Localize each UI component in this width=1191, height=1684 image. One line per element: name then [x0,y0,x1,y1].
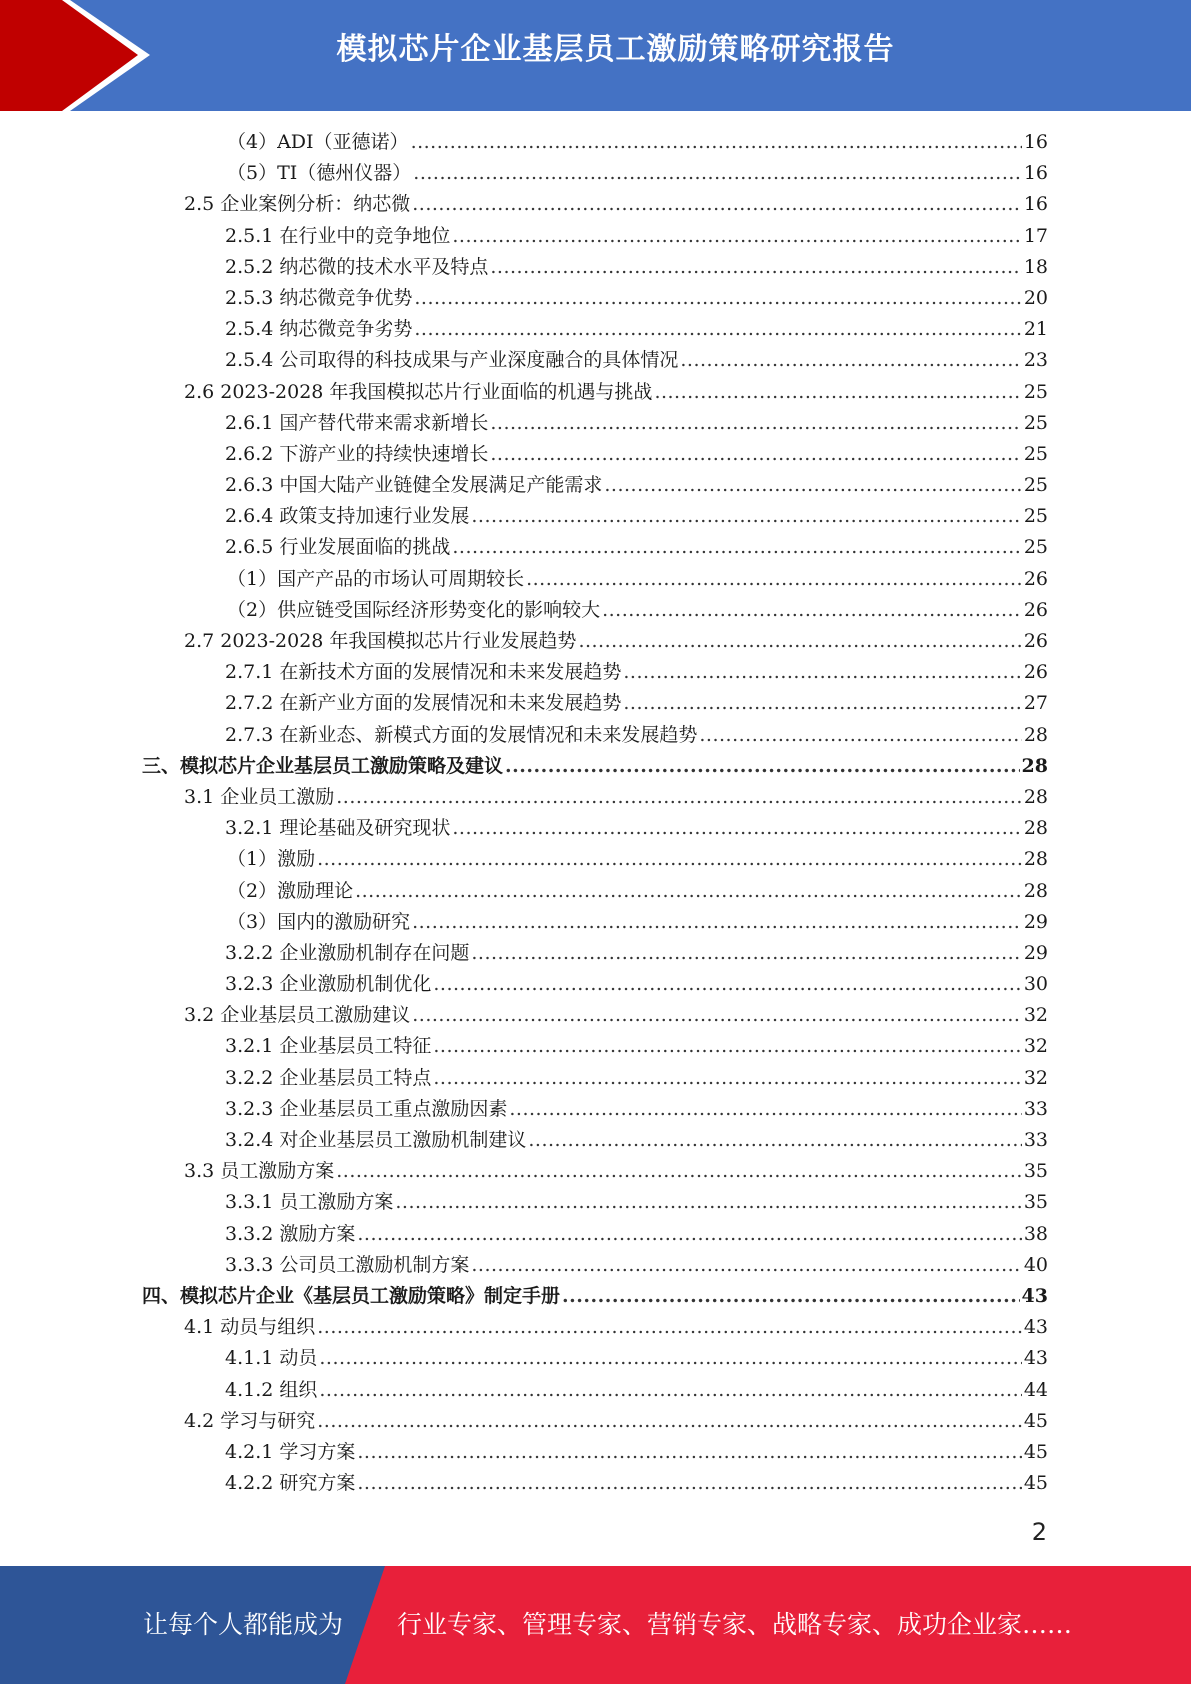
toc-entry-title: 2.5 企业案例分析：纳芯微 [184,193,411,216]
toc-dot-leader [412,1000,1022,1031]
toc-entry-page: 28 [1021,754,1048,777]
toc-dot-leader [336,1156,1022,1187]
toc-entry[interactable] [0,1187,1191,1218]
toc-entry[interactable] [0,283,1191,314]
toc-entry-page: 26 [1023,567,1048,590]
toc-entry[interactable] [0,1031,1191,1062]
toc-entry-title: 3.2.1 企业基层员工特征 [225,1035,432,1058]
toc-entry-page: 26 [1023,630,1048,652]
toc-entry-title: 2.6.1 国产替代带来需求新增长 [225,411,489,434]
toc-entry[interactable] [0,564,1191,595]
toc-entry[interactable] [0,688,1191,719]
toc-entry-page: 16 [1023,131,1048,153]
toc-entry[interactable] [0,439,1191,470]
toc-entry-title: 3.3.2 激励方案 [225,1222,356,1245]
toc-dot-leader [357,1437,1021,1468]
toc-entry-page: 40 [1023,1253,1048,1276]
toc-entry-page: 25 [1023,474,1048,497]
header-banner [0,0,1191,111]
toc-dot-leader [357,1468,1021,1499]
toc-entry-page: 28 [1023,848,1048,871]
toc-entry-title: 3.2.4 对企业基层员工激励机制建议 [225,1129,527,1151]
toc-entry[interactable] [0,1156,1191,1187]
toc-entry-title: 3.3.3 公司员工激励机制方案 [225,1253,470,1276]
toc-entry-page: 29 [1023,941,1048,964]
toc-dot-leader [357,1219,1021,1250]
toc-entry[interactable] [0,813,1191,844]
toc-dot-leader [490,439,1021,470]
toc-entry[interactable] [0,408,1191,439]
toc-entry-title: 3.3.1 员工激励方案 [225,1191,394,1214]
toc-dot-leader [433,1063,1021,1094]
toc-dot-leader [433,969,1021,1000]
toc-entry-title: 2.6.5 行业发展面临的挑战 [225,536,451,559]
toc-entry-title: 2.7.1 在新技术方面的发展情况和未来发展趋势 [225,661,622,684]
toc-entry[interactable] [0,1375,1191,1406]
toc-entry[interactable] [0,1343,1191,1374]
toc-entry[interactable] [0,626,1191,657]
toc-entry[interactable] [0,782,1191,813]
toc-dot-leader [654,377,1021,408]
toc-dot-leader [414,314,1021,345]
toc-entry[interactable] [0,127,1191,158]
toc-dot-leader [505,751,1020,782]
toc-entry-page: 35 [1023,1191,1048,1214]
toc-dot-leader [355,876,1022,907]
toc-entry-page: 26 [1023,661,1048,684]
toc-dot-leader [471,501,1021,532]
toc-entry-title: 2.5.3 纳芯微竞争优势 [225,286,413,309]
toc-entry[interactable] [0,1000,1191,1031]
toc-entry-title: 4.2.2 研究方案 [225,1472,356,1495]
toc-entry-title: 2.5.4 纳芯微竞争劣势 [225,318,413,341]
toc-entry-title: 4.1.1 动员 [225,1347,318,1370]
toc-dot-leader [452,813,1021,844]
toc-entry-page: 25 [1023,380,1048,403]
toc-entry-title: 2.6.4 政策支持加速行业发展 [225,505,470,528]
toc-entry-title: （4）ADI（亚德诺） [227,131,409,153]
toc-entry-title: （1）国产产品的市场认可周期较长 [227,567,525,590]
toc-dot-leader [452,221,1021,252]
toc-entry-page: 27 [1023,692,1048,715]
toc-entry[interactable] [0,252,1191,283]
toc-dot-leader [452,532,1021,563]
toc-entry-title: 3.3 员工激励方案 [184,1160,335,1183]
toc-entry-page: 33 [1023,1129,1048,1151]
toc-entry[interactable] [0,1094,1191,1125]
toc-entry-title: 4.2.1 学习方案 [225,1440,356,1463]
toc-entry[interactable] [0,1219,1191,1250]
toc-entry[interactable] [0,1250,1191,1281]
toc-entry-page: 18 [1023,255,1048,278]
toc-entry[interactable] [0,844,1191,875]
toc-entry-title: 4.1 动员与组织 [184,1316,316,1339]
toc-entry-title: 3.2.2 企业激励机制存在问题 [225,941,470,964]
toc-entry-title: （2）激励理论 [227,879,354,902]
toc-dot-leader [471,938,1021,969]
toc-dot-leader [562,1281,1020,1312]
toc-entry-title: 3.2.3 企业基层员工重点激励因素 [225,1097,508,1120]
toc-entry-page: 45 [1023,1409,1048,1432]
toc-entry[interactable] [0,345,1191,376]
toc-entry[interactable] [0,595,1191,626]
toc-entry[interactable] [0,1281,1191,1312]
toc-dot-leader [526,564,1022,595]
toc-entry-page: 38 [1023,1222,1048,1245]
toc-entry[interactable] [0,470,1191,501]
toc-entry-title: 2.5.2 纳芯微的技术水平及特点 [225,255,489,278]
toc-entry-page: 45 [1023,1472,1048,1495]
page-number: 2 [1031,1518,1047,1546]
toc-dot-leader [490,408,1021,439]
toc-entry-page: 32 [1023,1004,1048,1027]
toc-entry[interactable] [0,1437,1191,1468]
toc-dot-leader [319,1343,1021,1374]
toc-entry-page: 26 [1023,598,1048,621]
toc-entry-title: 3.2.1 理论基础及研究现状 [225,817,451,840]
toc-dot-leader [578,626,1021,657]
toc-entry-title: 2.7 2023-2028 年我国模拟芯片行业发展趋势 [184,630,577,652]
toc-dot-leader [317,1312,1022,1343]
toc-entry-title: 2.7.2 在新产业方面的发展情况和未来发展趋势 [225,692,622,715]
toc-entry-page: 43 [1023,1316,1048,1339]
toc-entry[interactable] [0,969,1191,1000]
toc-entry-page: 28 [1023,879,1048,902]
toc-entry-title: 2.5.1 在行业中的竞争地位 [225,224,451,247]
toc-entry-page: 45 [1023,1440,1048,1463]
toc-entry-page: 43 [1021,1284,1048,1307]
toc-entry[interactable] [0,1312,1191,1343]
toc-entry-page: 23 [1023,349,1048,372]
toc-entry-page: 25 [1023,536,1048,559]
toc-entry-page: 20 [1023,286,1048,309]
toc-dot-leader [528,1125,1021,1156]
toc-entry-title: （3）国内的激励研究 [227,910,411,933]
footer-banner [0,1566,1191,1684]
toc-entry[interactable] [0,751,1191,782]
toc-entry-title: 3.2.2 企业基层员工特点 [225,1066,432,1089]
toc-entry[interactable] [0,221,1191,252]
toc-dot-leader [336,782,1022,813]
toc-entry-page: 17 [1023,224,1048,247]
toc-dot-leader [319,1375,1021,1406]
toc-entry[interactable] [0,1468,1191,1499]
toc-dot-leader [699,720,1021,751]
toc-entry-title: 2.6.2 下游产业的持续快速增长 [225,442,489,465]
footer-roles: 行业专家、管理专家、营销专家、战略专家、成功企业家…… [397,1610,1073,1639]
toc-entry-title: 3.2 企业基层员工激励建议 [184,1004,411,1027]
toc-entry-page: 44 [1023,1378,1048,1401]
toc-entry-title: 4.2 学习与研究 [184,1409,316,1432]
document-title: 模拟芯片企业基层员工激励策略研究报告 [336,32,895,67]
toc-entry-title: （1）激励 [227,848,316,871]
toc-entry-page: 16 [1023,193,1048,216]
toc-entry-page: 32 [1023,1066,1048,1089]
toc-entry[interactable] [0,1125,1191,1156]
toc-entry-page: 32 [1023,1035,1048,1058]
toc-entry-page: 25 [1023,505,1048,528]
toc-dot-leader [414,283,1021,314]
table-of-contents [0,127,1191,1499]
toc-entry[interactable] [0,314,1191,345]
toc-entry-page: 35 [1023,1160,1048,1183]
toc-dot-leader [412,907,1022,938]
toc-entry-page: 28 [1023,817,1048,840]
toc-dot-leader [602,595,1022,626]
toc-entry[interactable] [0,501,1191,532]
toc-entry-page: 28 [1023,785,1048,808]
toc-entry-page: 43 [1023,1347,1048,1370]
toc-dot-leader [412,189,1022,220]
toc-entry[interactable] [0,1406,1191,1437]
toc-entry-title: 3.1 企业员工激励 [184,785,335,808]
toc-entry[interactable] [0,938,1191,969]
toc-entry-title: 2.6 2023-2028 年我国模拟芯片行业面临的机遇与挑战 [184,380,653,403]
toc-dot-leader [411,127,1022,158]
toc-dot-leader [623,688,1021,719]
toc-entry-page: 28 [1023,723,1048,746]
toc-entry[interactable] [0,532,1191,563]
toc-entry-title: 4.1.2 组织 [225,1378,318,1401]
toc-entry[interactable] [0,377,1191,408]
toc-entry[interactable] [0,907,1191,938]
toc-entry-title: 3.2.3 企业激励机制优化 [225,973,432,996]
toc-entry-title: （5）TI（德州仪器） [227,162,412,185]
toc-dot-leader [317,844,1022,875]
toc-entry[interactable] [0,876,1191,907]
toc-entry-page: 16 [1023,162,1048,185]
toc-entry[interactable] [0,158,1191,189]
toc-entry-page: 25 [1023,411,1048,434]
toc-dot-leader [413,158,1022,189]
toc-entry-title: 三、模拟芯片企业基层员工激励策略及建议 [142,754,504,777]
toc-dot-leader [490,252,1021,283]
toc-entry-page: 29 [1023,910,1048,933]
footer-slogan: 让每个人都能成为 [143,1610,344,1639]
toc-dot-leader [509,1094,1021,1125]
toc-entry[interactable] [0,189,1191,220]
toc-dot-leader [317,1406,1022,1437]
toc-entry-title: 四、模拟芯片企业《基层员工激励策略》制定手册 [142,1284,561,1307]
toc-entry-page: 25 [1023,442,1048,465]
toc-entry-title: 2.5.4 公司取得的科技成果与产业深度融合的具体情况 [225,349,679,372]
toc-dot-leader [433,1031,1021,1062]
toc-dot-leader [395,1187,1021,1218]
toc-entry-title: 2.6.3 中国大陆产业链健全发展满足产能需求 [225,474,603,497]
toc-dot-leader [623,657,1021,688]
toc-entry-page: 21 [1023,318,1048,341]
toc-entry-title: （2）供应链受国际经济形势变化的影响较大 [227,598,601,621]
toc-entry[interactable] [0,657,1191,688]
toc-entry-page: 30 [1023,973,1048,996]
toc-dot-leader [471,1250,1021,1281]
toc-entry[interactable] [0,1063,1191,1094]
toc-entry-page: 33 [1023,1097,1048,1120]
toc-dot-leader [604,470,1021,501]
toc-dot-leader [680,345,1021,376]
toc-entry-title: 2.7.3 在新业态、新模式方面的发展情况和未来发展趋势 [225,723,698,746]
toc-entry[interactable] [0,720,1191,751]
